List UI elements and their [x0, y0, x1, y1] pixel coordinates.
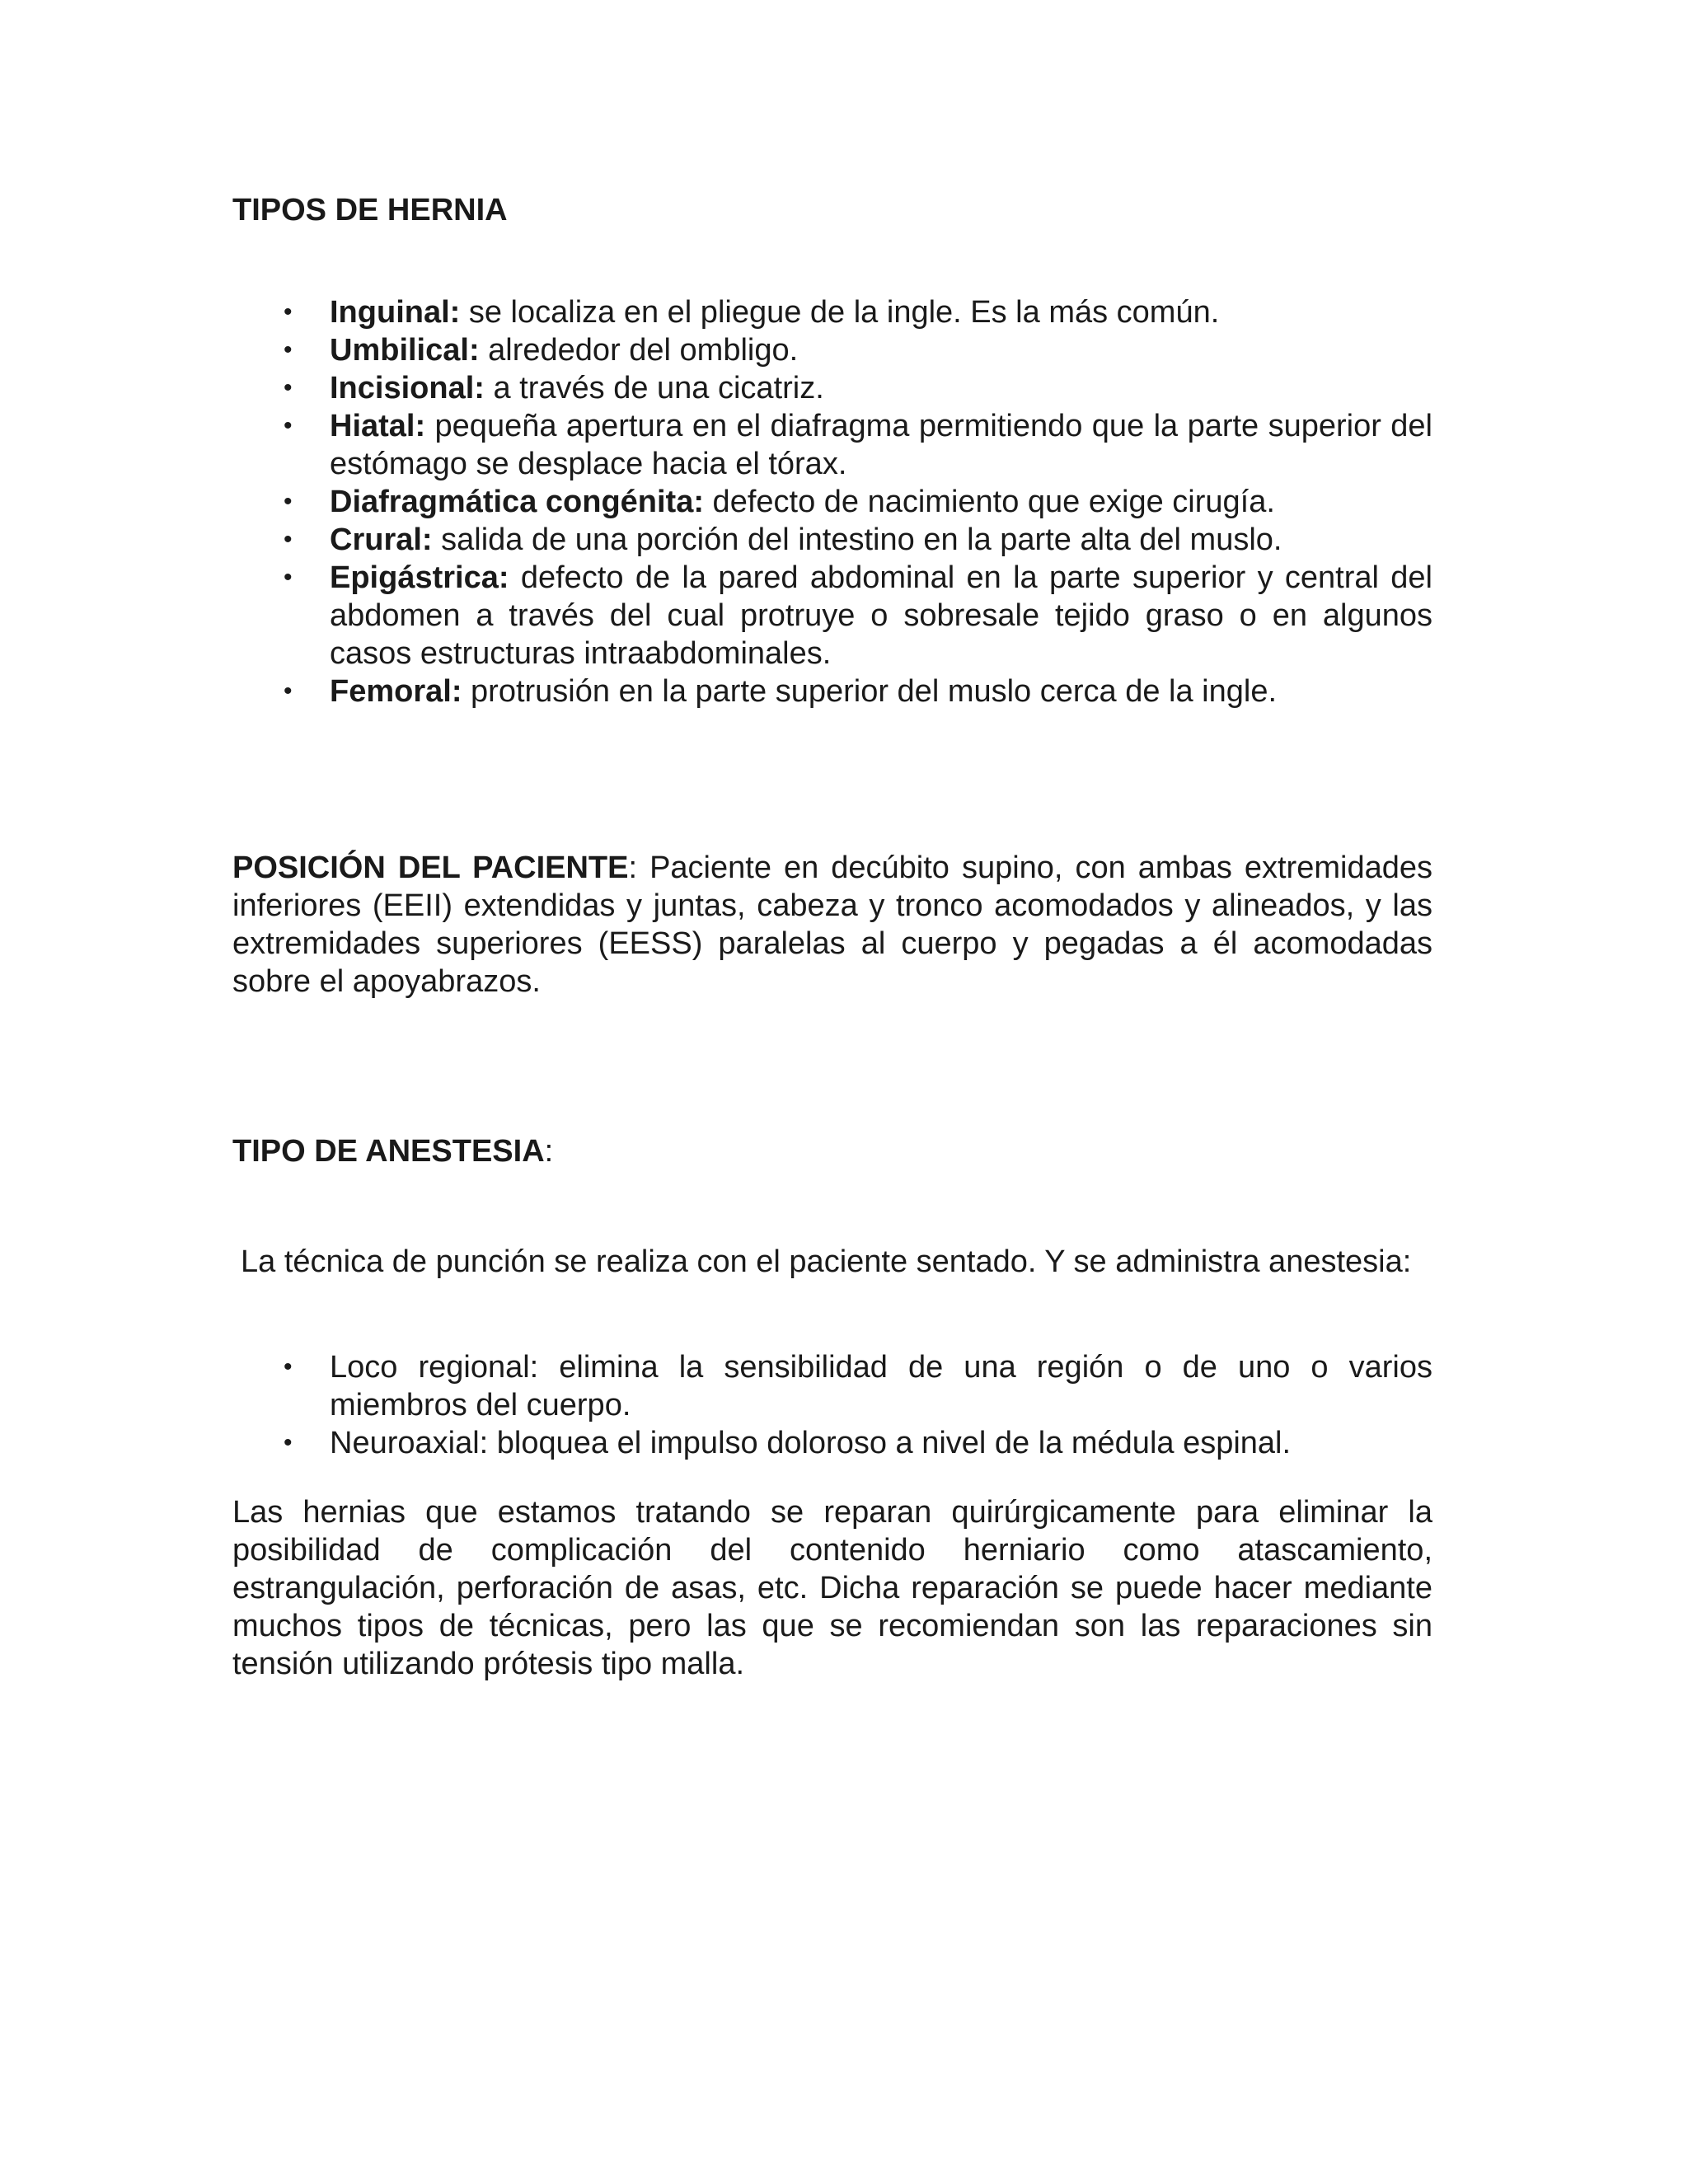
list-item-term: Umbilical: — [330, 333, 480, 368]
list-item-text: a través de una cicatriz. — [484, 371, 824, 405]
heading-text: TIPO DE ANESTESIA — [232, 1134, 545, 1169]
closing-paragraph — [232, 1493, 1432, 1683]
bullet-icon: • — [284, 336, 293, 363]
list-item-term: Inguinal: — [330, 295, 461, 330]
bullet-icon: • — [284, 677, 293, 705]
list-item-text: Neuroaxial: bloquea el impulso doloroso a nivel de la médula espinal. — [330, 1426, 1292, 1460]
bullet-icon: • — [284, 564, 293, 591]
bullet-icon: • — [284, 526, 293, 553]
list-item — [232, 521, 1432, 559]
bullet-icon: • — [284, 1353, 293, 1380]
heading-text: TIPOS DE HERNIA — [232, 193, 508, 227]
anesthesia-types-list-container — [232, 1348, 1432, 1462]
list-item-term: Hiatal: — [330, 409, 426, 443]
list-item-text: pequeña apertura en el diafragma permitiendo que la parte superior del estómago se desplace hacia el tórax. — [330, 409, 1432, 481]
list-item — [232, 407, 1432, 483]
list-item-text: defecto de la pared abdominal en la parte superior y central del abdomen a través del cual protruye o sobresale tejido graso o en algunos casos estructuras intraabdominales. — [330, 560, 1432, 671]
list-item — [232, 1348, 1432, 1424]
section-heading-posicion-del-paciente: POSICIÓN DEL PACIENTE — [232, 851, 629, 885]
heading-separator: : — [544, 1134, 554, 1169]
list-item — [232, 331, 1432, 369]
list-item-term: Incisional: — [330, 371, 485, 405]
patient-position-text: Paciente en decúbito supino, con ambas extremidades inferiores (EEII) extendidas y juntas, cabeza y tronco acomodados y alineados, y las extremidades superiores (EESS) paralelas al cuerpo y pegadas a él acomodadas sobre el apoyabrazos. — [232, 851, 1432, 999]
hernia-types-list-container — [232, 293, 1432, 710]
closing-text: Las hernias que estamos tratando se reparan quirúrgicamente para eliminar la posibilidad de complicación del contenido herniario como atascamiento, estrangulación, perforación de asas, etc. Dicha reparación se puede hacer mediante muchos tipos de técnicas, pero las que se recomiendan son las reparaciones sin tensión utilizando prótesis tipo malla. — [232, 1495, 1432, 1681]
list-item — [232, 293, 1432, 331]
section-heading-tipos-de-hernia — [232, 191, 508, 229]
list-item-text: protrusión en la parte superior del muslo cerca de la ingle. — [462, 674, 1278, 709]
heading-separator: : — [628, 851, 638, 885]
list-item — [232, 559, 1432, 673]
patient-position-paragraph — [232, 849, 1432, 1001]
list-item — [232, 1424, 1432, 1462]
list-item — [232, 483, 1432, 521]
list-item-text: salida de una porción del intestino en la parte alta del muslo. — [432, 523, 1282, 557]
anesthesia-intro — [232, 1243, 1432, 1281]
list-item-text: defecto de nacimiento que exige cirugía. — [704, 485, 1275, 519]
list-item-term: Diafragmática congénita: — [330, 485, 704, 519]
list-item-term: Crural: — [330, 523, 433, 557]
list-item — [232, 369, 1432, 407]
bullet-icon: • — [284, 1429, 293, 1456]
list-item-text: se localiza en el pliegue de la ingle. Es la más común. — [460, 295, 1220, 330]
bullet-icon: • — [284, 298, 293, 326]
list-item — [232, 673, 1432, 710]
list-item-term: Femoral: — [330, 674, 462, 709]
hernia-types-list — [232, 293, 1432, 710]
bullet-icon: • — [284, 488, 293, 515]
list-item-text: alrededor del ombligo. — [479, 333, 799, 368]
list-item-text: Loco regional: elimina la sensibilidad de una región o de uno o varios miembros del cuerpo. — [330, 1350, 1432, 1422]
section-heading-tipo-de-anestesia — [232, 1132, 553, 1170]
list-item-term: Epigástrica: — [330, 560, 509, 595]
anesthesia-types-list — [232, 1348, 1432, 1462]
bullet-icon: • — [284, 412, 293, 439]
anesthesia-intro-text: La técnica de punción se realiza con el paciente sentado. Y se administra anestesia: — [241, 1244, 1412, 1279]
bullet-icon: • — [284, 374, 293, 401]
